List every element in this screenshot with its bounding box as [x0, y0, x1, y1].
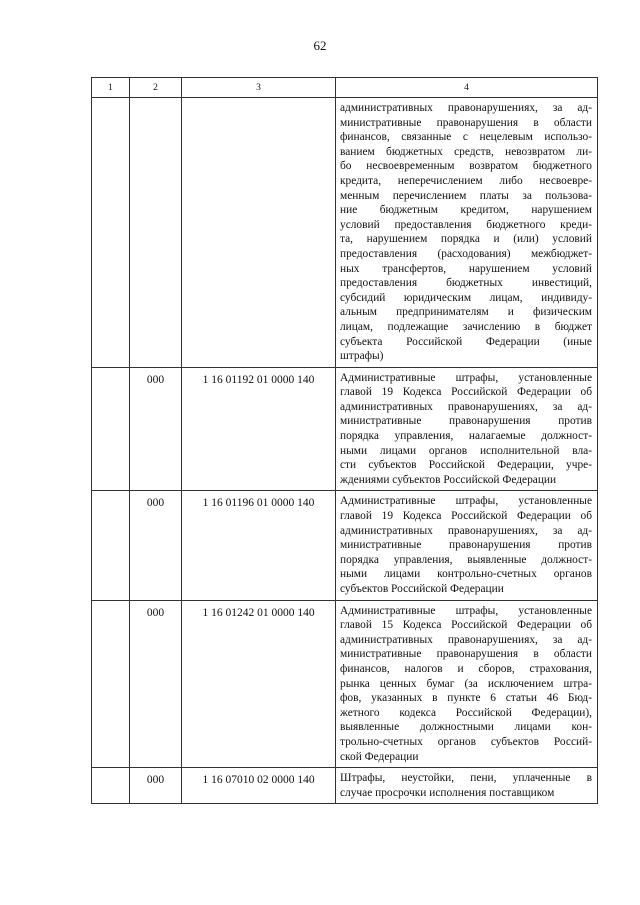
description-line: альным предпринимателям и физическим: [340, 306, 592, 319]
cell-col1: [92, 768, 130, 804]
revenue-codes-table: [91, 77, 598, 804]
description-line: министративные правонарушения против: [340, 415, 592, 428]
cell-description: [336, 768, 598, 804]
description-line: условий предоставления бюджетного креди-: [340, 218, 592, 231]
description-line: субъекта Российской Федерации (иные: [340, 335, 592, 348]
cell-col1: [92, 491, 130, 600]
description-line: лицам, подлежащие зачислению в бюджет: [340, 320, 592, 333]
cell-description: [336, 491, 598, 600]
description-line: предоставления бюджетных инвестиций,: [340, 277, 592, 290]
cell-col1: [92, 367, 130, 491]
description-line: кредита, неперечислением либо несвоевре-: [340, 174, 592, 187]
table-row: [92, 600, 598, 768]
description-line: ных трансфертов, нарушением условий: [340, 262, 592, 275]
description-line: административных правонарушениях, за ад-: [340, 102, 592, 114]
description-line: порядка управления, выявленные должност-: [340, 553, 592, 566]
page-number: 62: [313, 38, 327, 53]
column-header-3: 3: [182, 78, 336, 98]
description-line: финансов, налогов и сборов, страхования,: [340, 662, 592, 675]
cell-revenue-code: 1 16 07010 02 0000 140: [182, 768, 336, 804]
description-line: та, нарушением порядка и (или) условий: [340, 233, 592, 246]
description-line: предоставления (расходования) межбюджет-: [340, 247, 592, 260]
cell-col1: [92, 98, 130, 368]
description-line: менным перечислением платы за пользова-: [340, 189, 592, 202]
cell-admin-code: 000: [130, 491, 182, 600]
table-row: [92, 367, 598, 491]
description-line: министративные правонарушения в области: [340, 116, 592, 129]
table-row: [92, 491, 598, 600]
description-line: административных правонарушениях, за ад-: [340, 524, 592, 537]
description-line: рынка ценных бумаг (за исключением штра-: [340, 677, 592, 690]
table-row: [92, 768, 598, 804]
description-line: выявленные должностными лицами кон-: [340, 721, 592, 734]
description-line: главой 19 Кодекса Российской Федерации об: [340, 510, 592, 523]
cell-admin-code: 000: [130, 600, 182, 768]
cell-admin-code: 000: [130, 367, 182, 491]
description-line: финансов, связанные с нецелевым использо-: [340, 131, 592, 144]
description-line: субсидий юридическим лицам, индивиду-: [340, 291, 592, 304]
description-line: Административные штрафы, установленные: [340, 495, 592, 508]
description-line: субъектов Российской Федерации: [340, 583, 504, 595]
description-line: главой 15 Кодекса Российской Федерации об: [340, 619, 592, 632]
cell-revenue-code: 1 16 01192 01 0000 140: [182, 367, 336, 491]
description-line: Штрафы, неустойки, пени, уплаченные в: [340, 772, 592, 785]
description-line: министративные правонарушения против: [340, 539, 592, 552]
description-line: ждениями субъектов Российской Федерации: [340, 473, 557, 486]
description-line: жетного кодекса Российской Федерации),: [340, 706, 592, 719]
column-header-2: 2: [130, 78, 182, 98]
description-line: фов, указанных в пункте 6 статьи 46 Бюд-: [340, 692, 592, 705]
description-line: ние бюджетным кредитом, нарушением: [340, 204, 592, 217]
cell-admin-code: [130, 98, 182, 368]
description-line: Административные штрафы, установленные: [340, 371, 592, 384]
cell-description: [336, 600, 598, 768]
description-line: Административные штрафы, установленные: [340, 604, 592, 617]
cell-revenue-code: 1 16 01196 01 0000 140: [182, 491, 336, 600]
description-line: порядка управления, налагаемые должност-: [340, 430, 592, 443]
description-line: ными лицами контрольно-счетных органов: [340, 568, 592, 581]
description-line: министративные правонарушения в области: [340, 648, 592, 661]
table-body: [92, 98, 598, 804]
description-line: трольно-счетных органов субъектов Россий-: [340, 735, 592, 748]
table-row: [92, 98, 598, 368]
description-line: ской Федерации: [340, 750, 419, 763]
description-line: ванием бюджетных средств, невозвратом ли-: [340, 145, 592, 158]
description-line: сти субъектов Российской Федерации, учре-: [340, 459, 592, 472]
cell-revenue-code: [182, 98, 336, 368]
description-line: главой 19 Кодекса Российской Федерации об: [340, 386, 592, 399]
table-header-row: [92, 78, 598, 98]
column-header-4: 4: [336, 78, 598, 98]
description-line: административных правонарушениях, за ад-: [340, 400, 592, 413]
column-header-1: 1: [92, 78, 130, 98]
cell-admin-code: 000: [130, 768, 182, 804]
cell-description: [336, 98, 598, 368]
description-line: бо несвоевременным возвратом бюджетного: [340, 160, 592, 173]
description-line: штрафы): [340, 350, 384, 363]
cell-description: [336, 367, 598, 491]
description-line: административных правонарушениях, за ад-: [340, 633, 592, 646]
cell-revenue-code: 1 16 01242 01 0000 140: [182, 600, 336, 768]
description-line: ными лицами органов исполнительной вла-: [340, 444, 592, 457]
cell-col1: [92, 600, 130, 768]
description-line: случае просрочки исполнения поставщиком: [340, 786, 555, 799]
